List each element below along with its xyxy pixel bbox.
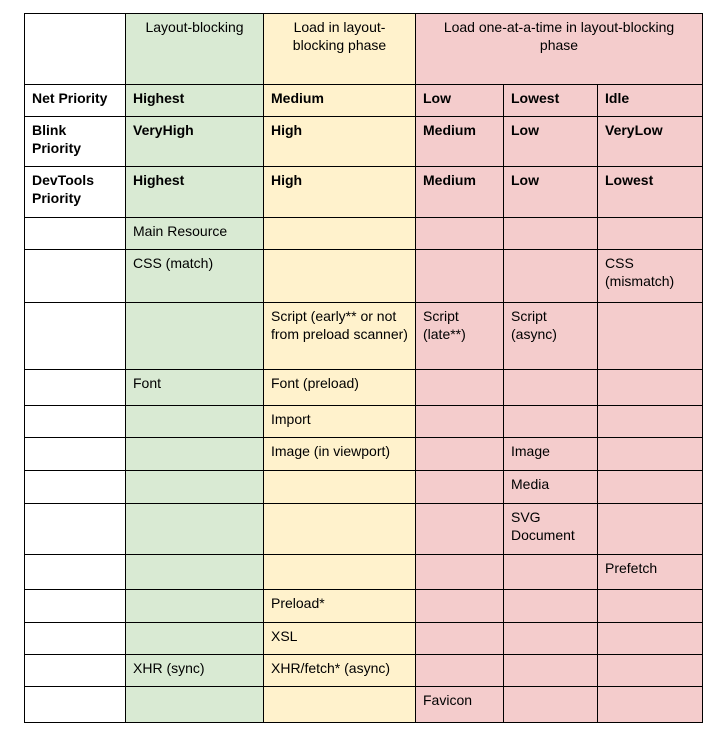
table-cell: VeryHigh [126, 117, 264, 167]
table-cell [598, 504, 703, 555]
table-cell [416, 218, 504, 250]
table-cell [126, 504, 264, 555]
table-cell [416, 406, 504, 438]
corner-cell [25, 14, 126, 85]
table-cell [598, 370, 703, 406]
table-row-net-priority [25, 85, 703, 117]
table-cell [416, 250, 504, 303]
table-cell [416, 623, 504, 655]
table-cell: Highest [126, 85, 264, 117]
table-row-css [25, 250, 703, 303]
table-cell [504, 623, 598, 655]
table-cell [598, 218, 703, 250]
table-cell: Favicon [416, 687, 504, 723]
table-cell: Image [504, 438, 598, 471]
table-header-row [25, 14, 703, 85]
table-cell: Low [504, 167, 598, 218]
table-row-main-resource [25, 218, 703, 250]
table-cell [126, 471, 264, 504]
table-cell [416, 471, 504, 504]
row-label-cell: Blink Priority [25, 117, 126, 167]
table-cell: Image (in viewport) [264, 438, 416, 471]
table-cell [598, 687, 703, 723]
table-cell [504, 370, 598, 406]
table-cell: CSS (match) [126, 250, 264, 303]
table-row-font [25, 370, 703, 406]
row-label-cell [25, 471, 126, 504]
table-cell: Medium [416, 117, 504, 167]
table-cell: Script (late**) [416, 303, 504, 370]
table-cell [504, 687, 598, 723]
table-cell [504, 250, 598, 303]
table-cell: High [264, 117, 416, 167]
table-cell [264, 687, 416, 723]
table-cell: Medium [416, 167, 504, 218]
table-cell [504, 406, 598, 438]
table-cell: XHR/fetch* (async) [264, 655, 416, 687]
table-row-favicon [25, 687, 703, 723]
table-cell: Script (async) [504, 303, 598, 370]
table-cell: XSL [264, 623, 416, 655]
table-row-devtools-priority [25, 167, 703, 218]
table-cell: CSS (mismatch) [598, 250, 703, 303]
row-label-cell [25, 623, 126, 655]
row-label-cell [25, 303, 126, 370]
table-cell: SVG Document [504, 504, 598, 555]
table-row-blink-priority [25, 117, 703, 167]
table-cell [598, 438, 703, 471]
row-label-cell [25, 438, 126, 471]
row-label-cell [25, 504, 126, 555]
table-row-xhr [25, 655, 703, 687]
table-row-script [25, 303, 703, 370]
table-row-media [25, 471, 703, 504]
table-cell: Script (early** or not from preload scanner) [264, 303, 416, 370]
header-load-in-layout-blocking-phase: Load in layout-blocking phase [264, 14, 416, 85]
table-cell: Import [264, 406, 416, 438]
table-cell [416, 555, 504, 590]
table-row-import [25, 406, 703, 438]
table-cell [126, 438, 264, 471]
table-row-preload [25, 590, 703, 623]
row-label-cell: DevTools Priority [25, 167, 126, 218]
header-load-one-at-a-time: Load one-at-a-time in layout-blocking phase [416, 14, 703, 85]
table-cell [416, 590, 504, 623]
table-cell [264, 504, 416, 555]
table-cell [416, 438, 504, 471]
table-cell [126, 590, 264, 623]
table-cell [126, 406, 264, 438]
table-cell: Low [416, 85, 504, 117]
table-row-image [25, 438, 703, 471]
table-cell: Idle [598, 85, 703, 117]
table-cell: Lowest [504, 85, 598, 117]
table-cell [264, 218, 416, 250]
table-cell [416, 655, 504, 687]
table-cell [598, 623, 703, 655]
table-cell [126, 687, 264, 723]
table-cell: Low [504, 117, 598, 167]
table-cell [264, 555, 416, 590]
row-label-cell: Net Priority [25, 85, 126, 117]
table-cell: Prefetch [598, 555, 703, 590]
header-layout-blocking: Layout-blocking [126, 14, 264, 85]
table-cell: Medium [264, 85, 416, 117]
resource-priority-table [24, 13, 703, 723]
table-cell [598, 303, 703, 370]
table-cell: Font (preload) [264, 370, 416, 406]
table-cell [504, 555, 598, 590]
table-cell: Main Resource [126, 218, 264, 250]
table-cell [264, 250, 416, 303]
row-label-cell [25, 218, 126, 250]
table-cell [504, 218, 598, 250]
table-cell [126, 303, 264, 370]
table-cell [416, 504, 504, 555]
table-row-svg-document [25, 504, 703, 555]
table-cell: XHR (sync) [126, 655, 264, 687]
table-cell [126, 555, 264, 590]
table-row-prefetch [25, 555, 703, 590]
table-cell [598, 471, 703, 504]
row-label-cell [25, 250, 126, 303]
table-cell [598, 655, 703, 687]
row-label-cell [25, 655, 126, 687]
row-label-cell [25, 406, 126, 438]
table-cell: Preload* [264, 590, 416, 623]
row-label-cell [25, 590, 126, 623]
table-cell [504, 590, 598, 623]
table-cell [598, 406, 703, 438]
table-cell: Highest [126, 167, 264, 218]
table-cell: Lowest [598, 167, 703, 218]
priority-table-body [25, 14, 703, 723]
table-cell: Font [126, 370, 264, 406]
row-label-cell [25, 555, 126, 590]
table-cell [416, 370, 504, 406]
row-label-cell [25, 687, 126, 723]
table-cell: VeryLow [598, 117, 703, 167]
row-label-cell [25, 370, 126, 406]
table-cell [126, 623, 264, 655]
table-row-xsl [25, 623, 703, 655]
table-cell: Media [504, 471, 598, 504]
table-cell [598, 590, 703, 623]
table-cell [504, 655, 598, 687]
table-cell: High [264, 167, 416, 218]
table-cell [264, 471, 416, 504]
